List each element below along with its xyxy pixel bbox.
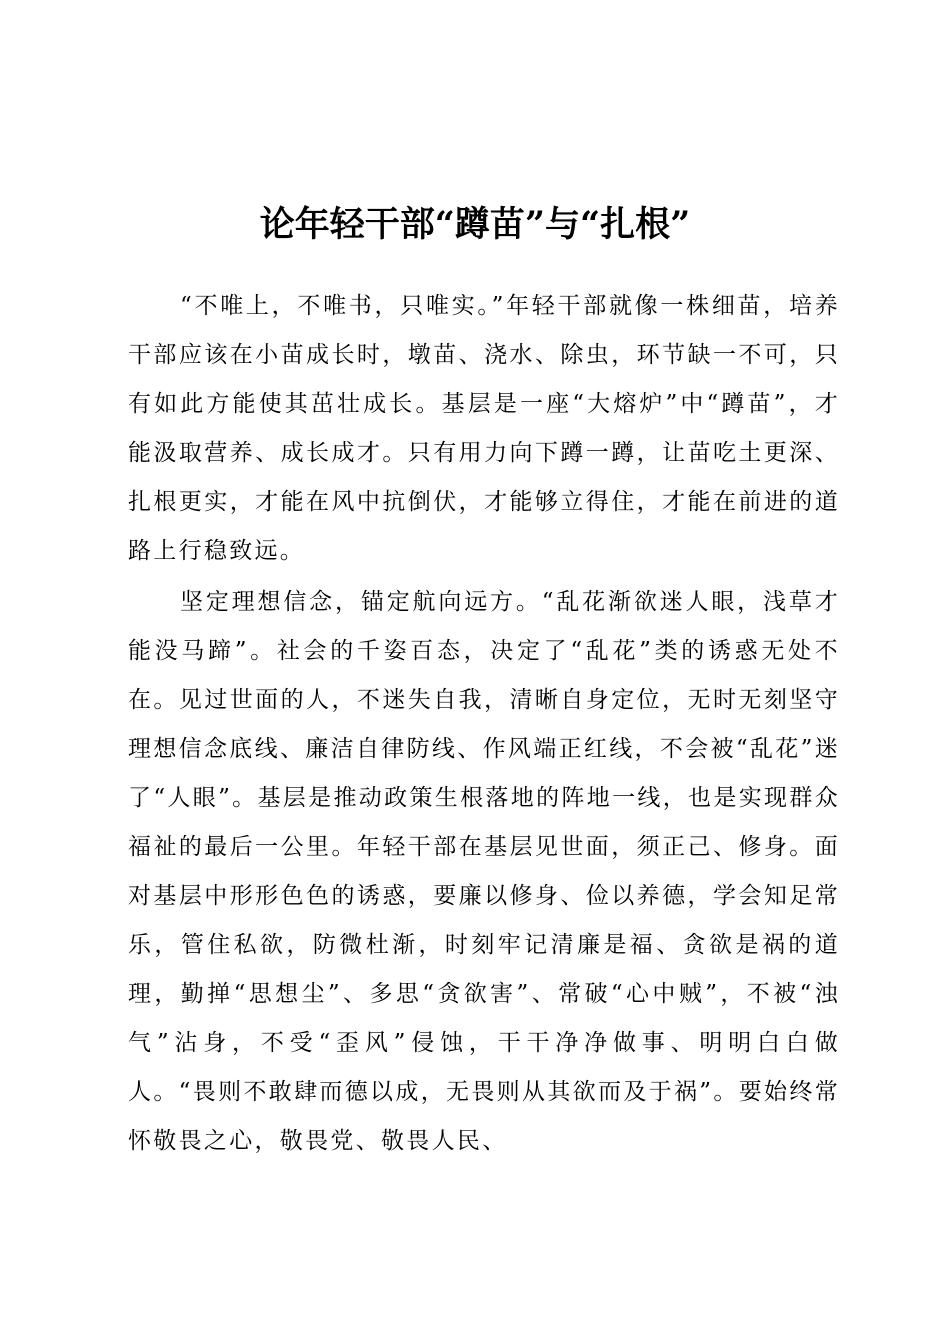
document-body	[128, 282, 840, 1166]
paragraph-2: 坚定理想信念，锚定航向远方。“乱花渐欲迷人眼，浅草才能没马蹄”。社会的千姿百态，决定了“乱花”类的诱惑无处不在。见过世面的人，不迷失自我，清晰自身定位，无时无刻坚守理想信念底线、廉洁自律防线、作风端正红线，不会被“乱花”迷了“人眼”。基层是推动政策生根落地的阵地一线，也是实现群众福祉的最后一公里。年轻干部在基层见世面，须正己、修身。面对基层中形形色色的诱惑，要廉以修身、俭以养德，学会知足常乐，管住私欲，防微杜渐，时刻牢记清廉是福、贪欲是祸的道理，勤掸“思想尘”、多思“贪欲害”、常破“心中贼”，不被“浊气”沾身，不受“歪风”侵蚀，干干净净做事、明明白白做人。“畏则不敢肆而德以成，无畏则从其欲而及于祸”。要始终常怀敬畏之心，敬畏党、敬畏人民、	[128, 589, 840, 1154]
paragraph-1: “不唯上，不唯书，只唯实。”年轻干部就像一株细苗，培养干部应该在小苗成长时，墩苗、浇水、除虫，环节缺一不可，只有如此方能使其茁壮成长。基层是一座“大熔炉”中“蹲苗”，才能汲取营养、成长成才。只有用力向下蹲一蹲，让苗吃土更深、扎根更实，才能在风中抗倒伏，才能够立得住，才能在前进的道路上行稳致远。	[128, 293, 840, 564]
document-title: 论年轻干部“蹲苗”与“扎根”	[259, 204, 691, 245]
